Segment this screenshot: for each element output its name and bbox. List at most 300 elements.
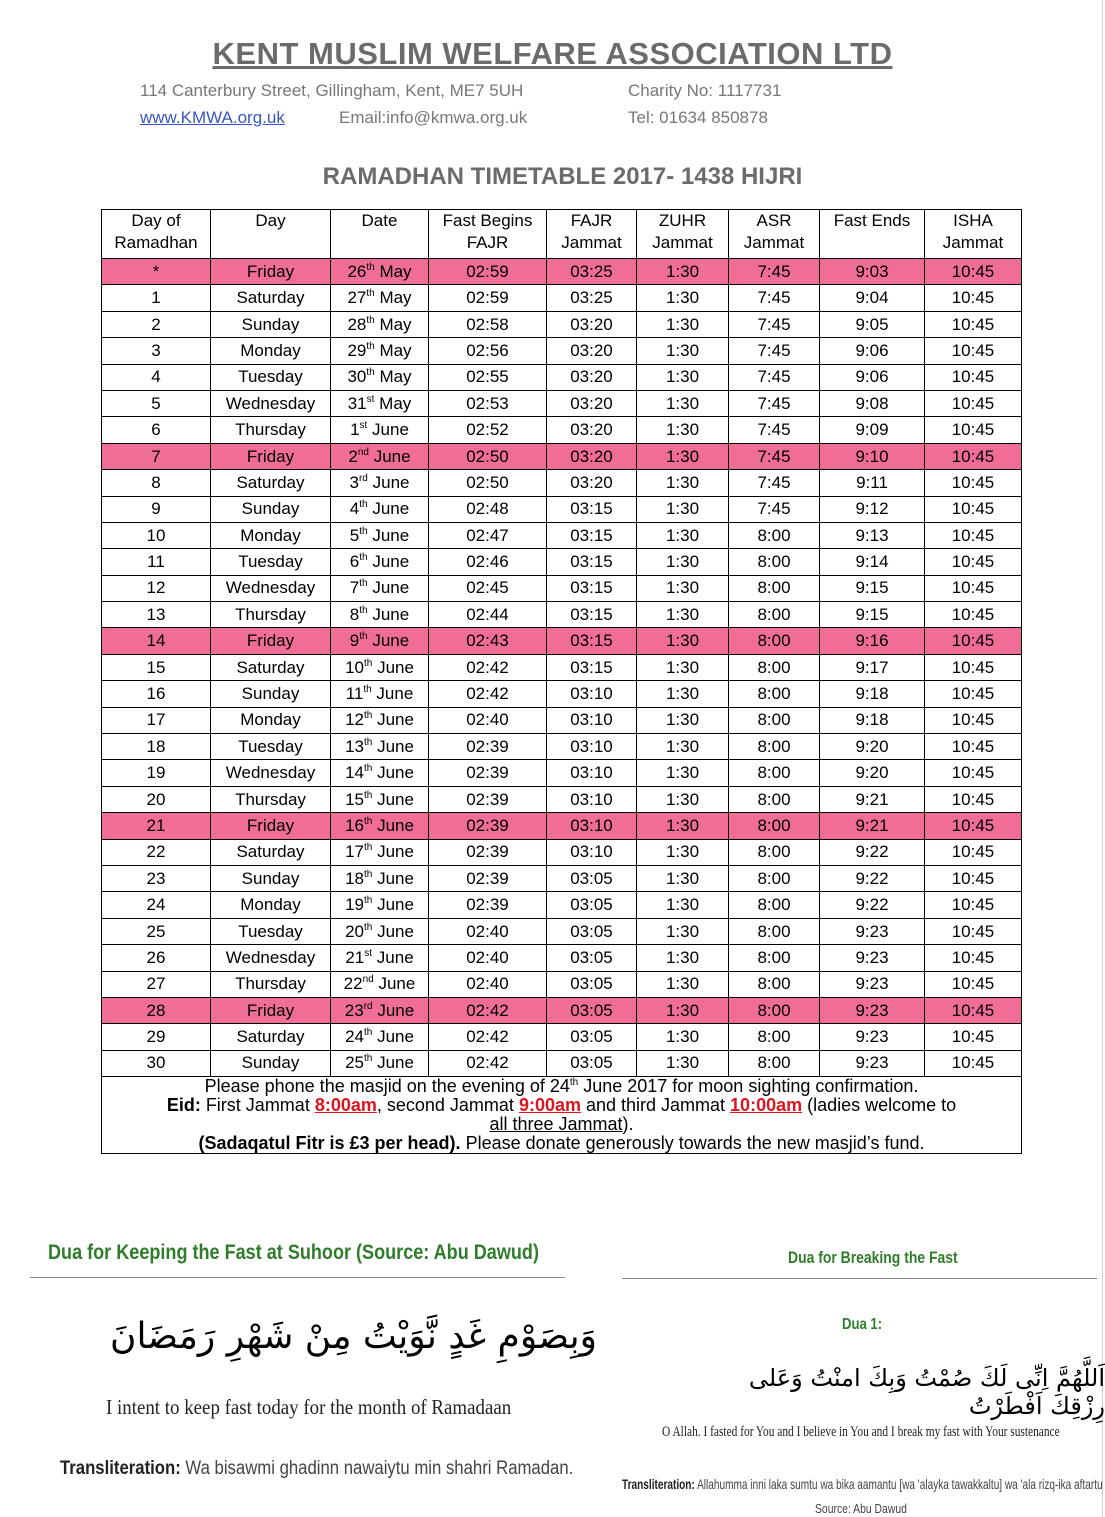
ramadhan-timetable bbox=[101, 209, 1022, 1154]
cell-zuhr-jammat: 1:30 bbox=[637, 522, 729, 548]
cell-isha-jammat: 10:45 bbox=[925, 575, 1022, 601]
cell-asr-jammat: 8:00 bbox=[729, 760, 820, 786]
cell-asr-jammat: 8:00 bbox=[729, 892, 820, 918]
cell-fast-ends: 9:10 bbox=[820, 443, 925, 469]
cell-zuhr-jammat: 1:30 bbox=[637, 707, 729, 733]
cell-fast-begins: 02:42 bbox=[429, 1024, 547, 1050]
cell-zuhr-jammat: 1:30 bbox=[637, 734, 729, 760]
cell-date: 21st June bbox=[331, 945, 429, 971]
table-row bbox=[102, 443, 1022, 469]
cell-zuhr-jammat: 1:30 bbox=[637, 311, 729, 337]
cell-fajr-jammat: 03:10 bbox=[547, 760, 637, 786]
cell-day: Tuesday bbox=[211, 918, 331, 944]
cell-date: 30th May bbox=[331, 364, 429, 390]
cell-day: Sunday bbox=[211, 311, 331, 337]
eid-time-1: 8:00am bbox=[314, 1095, 377, 1115]
cell-date: 8th June bbox=[331, 602, 429, 628]
cell-fast-ends: 9:11 bbox=[820, 470, 925, 496]
cell-fajr-jammat: 03:15 bbox=[547, 602, 637, 628]
cell-fast-begins: 02:47 bbox=[429, 522, 547, 548]
cell-isha-jammat: 10:45 bbox=[925, 918, 1022, 944]
cell-fajr-jammat: 03:05 bbox=[547, 1024, 637, 1050]
cell-day-of-ramadhan: 27 bbox=[102, 971, 211, 997]
cell-fast-begins: 02:46 bbox=[429, 549, 547, 575]
cell-day-of-ramadhan: 28 bbox=[102, 997, 211, 1023]
cell-asr-jammat: 8:00 bbox=[729, 734, 820, 760]
cell-day-of-ramadhan: 21 bbox=[102, 813, 211, 839]
cell-asr-jammat: 8:00 bbox=[729, 654, 820, 680]
cell-zuhr-jammat: 1:30 bbox=[637, 654, 729, 680]
cell-asr-jammat: 7:45 bbox=[729, 259, 820, 285]
cell-isha-jammat: 10:45 bbox=[925, 892, 1022, 918]
cell-asr-jammat: 8:00 bbox=[729, 839, 820, 865]
cell-fast-begins: 02:44 bbox=[429, 602, 547, 628]
cell-fast-begins: 02:45 bbox=[429, 575, 547, 601]
cell-zuhr-jammat: 1:30 bbox=[637, 417, 729, 443]
divider bbox=[30, 1277, 565, 1278]
cell-fajr-jammat: 03:10 bbox=[547, 681, 637, 707]
cell-fajr-jammat: 03:15 bbox=[547, 522, 637, 548]
cell-day: Friday bbox=[211, 443, 331, 469]
cell-fajr-jammat: 03:25 bbox=[547, 259, 637, 285]
dua-breaking-source: Source: Abu Dawud bbox=[815, 1501, 907, 1516]
cell-fast-begins: 02:53 bbox=[429, 390, 547, 416]
cell-day-of-ramadhan: 29 bbox=[102, 1024, 211, 1050]
col-zuhr-jammat: ZUHR Jammat bbox=[637, 210, 729, 259]
cell-day: Wednesday bbox=[211, 390, 331, 416]
col-date: Date bbox=[331, 210, 429, 259]
table-row bbox=[102, 971, 1022, 997]
cell-fast-ends: 9:17 bbox=[820, 654, 925, 680]
cell-fajr-jammat: 03:05 bbox=[547, 945, 637, 971]
telephone: Tel: 01634 850878 bbox=[628, 108, 768, 127]
cell-fast-ends: 9:18 bbox=[820, 681, 925, 707]
dua-suhoor-title: Dua for Keeping the Fast at Suhoor (Source: Abu Dawud) bbox=[48, 1241, 539, 1264]
address: 114 Canterbury Street, Gillingham, Kent, ME7 5UH bbox=[140, 81, 524, 100]
cell-fast-ends: 9:13 bbox=[820, 522, 925, 548]
col-isha-jammat: ISHA Jammat bbox=[925, 210, 1022, 259]
cell-asr-jammat: 7:45 bbox=[729, 470, 820, 496]
charity-number: Charity No: 1117731 bbox=[628, 81, 782, 100]
cell-day: Monday bbox=[211, 338, 331, 364]
cell-isha-jammat: 10:45 bbox=[925, 470, 1022, 496]
dua-suhoor-transliteration: Transliteration: Wa bisawmi ghadinn nawaiytu min shahri Ramadan. bbox=[60, 1458, 574, 1479]
dua-breaking-title: Dua for Breaking the Fast bbox=[788, 1248, 958, 1267]
cell-day-of-ramadhan: 9 bbox=[102, 496, 211, 522]
table-row bbox=[102, 259, 1022, 285]
cell-fast-begins: 02:39 bbox=[429, 734, 547, 760]
cell-fast-ends: 9:16 bbox=[820, 628, 925, 654]
cell-day-of-ramadhan: 2 bbox=[102, 311, 211, 337]
table-row bbox=[102, 760, 1022, 786]
cell-day-of-ramadhan: 6 bbox=[102, 417, 211, 443]
cell-date: 6th June bbox=[331, 549, 429, 575]
cell-fast-ends: 9:21 bbox=[820, 813, 925, 839]
cell-fast-begins: 02:43 bbox=[429, 628, 547, 654]
email: Email:info@kmwa.org.uk bbox=[339, 108, 528, 127]
cell-fast-ends: 9:03 bbox=[820, 259, 925, 285]
table-row bbox=[102, 338, 1022, 364]
col-day-of-ramadhan: Day of Ramadhan bbox=[102, 210, 211, 259]
cell-day-of-ramadhan: 8 bbox=[102, 470, 211, 496]
cell-isha-jammat: 10:45 bbox=[925, 496, 1022, 522]
cell-day: Friday bbox=[211, 997, 331, 1023]
cell-isha-jammat: 10:45 bbox=[925, 865, 1022, 891]
cell-fast-begins: 02:39 bbox=[429, 892, 547, 918]
cell-fajr-jammat: 03:20 bbox=[547, 417, 637, 443]
cell-isha-jammat: 10:45 bbox=[925, 813, 1022, 839]
cell-fajr-jammat: 03:10 bbox=[547, 734, 637, 760]
cell-day: Wednesday bbox=[211, 575, 331, 601]
cell-date: 10th June bbox=[331, 654, 429, 680]
cell-date: 19th June bbox=[331, 892, 429, 918]
table-row bbox=[102, 549, 1022, 575]
cell-asr-jammat: 7:45 bbox=[729, 364, 820, 390]
cell-isha-jammat: 10:45 bbox=[925, 681, 1022, 707]
cell-fast-ends: 9:04 bbox=[820, 285, 925, 311]
cell-day-of-ramadhan: 12 bbox=[102, 575, 211, 601]
cell-day: Sunday bbox=[211, 496, 331, 522]
cell-date: 24th June bbox=[331, 1024, 429, 1050]
cell-asr-jammat: 8:00 bbox=[729, 997, 820, 1023]
cell-fast-begins: 02:40 bbox=[429, 945, 547, 971]
cell-day: Monday bbox=[211, 892, 331, 918]
cell-fajr-jammat: 03:20 bbox=[547, 390, 637, 416]
cell-day-of-ramadhan: 22 bbox=[102, 839, 211, 865]
cell-fajr-jammat: 03:10 bbox=[547, 786, 637, 812]
table-row bbox=[102, 997, 1022, 1023]
cell-date: 29th May bbox=[331, 338, 429, 364]
cell-day: Thursday bbox=[211, 417, 331, 443]
cell-date: 31st May bbox=[331, 390, 429, 416]
cell-asr-jammat: 8:00 bbox=[729, 971, 820, 997]
timetable-title: RAMADHAN TIMETABLE 2017- 1438 HIJRI bbox=[322, 163, 803, 190]
cell-isha-jammat: 10:45 bbox=[925, 786, 1022, 812]
table-row bbox=[102, 628, 1022, 654]
cell-fast-begins: 02:42 bbox=[429, 1050, 547, 1076]
cell-fajr-jammat: 03:10 bbox=[547, 707, 637, 733]
cell-zuhr-jammat: 1:30 bbox=[637, 786, 729, 812]
cell-fast-ends: 9:09 bbox=[820, 417, 925, 443]
cell-day: Friday bbox=[211, 813, 331, 839]
website-link[interactable]: www.KMWA.org.uk bbox=[140, 108, 285, 127]
cell-zuhr-jammat: 1:30 bbox=[637, 971, 729, 997]
cell-date: 14th June bbox=[331, 760, 429, 786]
cell-asr-jammat: 7:45 bbox=[729, 390, 820, 416]
col-day: Day bbox=[211, 210, 331, 259]
sadaqa-note: (Sadaqatul Fitr is £3 per head). Please donate generously towards the new masjid’s fund. bbox=[198, 1132, 925, 1153]
table-row bbox=[102, 470, 1022, 496]
cell-fast-begins: 02:50 bbox=[429, 443, 547, 469]
cell-isha-jammat: 10:45 bbox=[925, 285, 1022, 311]
cell-fast-ends: 9:22 bbox=[820, 892, 925, 918]
table-row bbox=[102, 707, 1022, 733]
cell-fast-ends: 9:20 bbox=[820, 760, 925, 786]
table-row bbox=[102, 918, 1022, 944]
cell-day-of-ramadhan: 18 bbox=[102, 734, 211, 760]
cell-fajr-jammat: 03:15 bbox=[547, 549, 637, 575]
cell-day-of-ramadhan: 20 bbox=[102, 786, 211, 812]
cell-asr-jammat: 8:00 bbox=[729, 522, 820, 548]
cell-fast-ends: 9:22 bbox=[820, 865, 925, 891]
cell-fast-begins: 02:40 bbox=[429, 918, 547, 944]
cell-fast-ends: 9:05 bbox=[820, 311, 925, 337]
cell-day-of-ramadhan: 30 bbox=[102, 1050, 211, 1076]
cell-date: 7th June bbox=[331, 575, 429, 601]
cell-date: 23rd June bbox=[331, 997, 429, 1023]
cell-day: Thursday bbox=[211, 786, 331, 812]
cell-day: Tuesday bbox=[211, 364, 331, 390]
cell-fast-begins: 02:59 bbox=[429, 259, 547, 285]
eid-time-2: 9:00am bbox=[518, 1095, 581, 1115]
cell-asr-jammat: 8:00 bbox=[729, 865, 820, 891]
cell-zuhr-jammat: 1:30 bbox=[637, 1024, 729, 1050]
cell-zuhr-jammat: 1:30 bbox=[637, 628, 729, 654]
cell-date: 28th May bbox=[331, 311, 429, 337]
cell-date: 16th June bbox=[331, 813, 429, 839]
cell-day: Saturday bbox=[211, 470, 331, 496]
cell-zuhr-jammat: 1:30 bbox=[637, 470, 729, 496]
cell-zuhr-jammat: 1:30 bbox=[637, 549, 729, 575]
table-row bbox=[102, 839, 1022, 865]
table-row bbox=[102, 813, 1022, 839]
cell-zuhr-jammat: 1:30 bbox=[637, 390, 729, 416]
cell-zuhr-jammat: 1:30 bbox=[637, 760, 729, 786]
cell-day: Sunday bbox=[211, 865, 331, 891]
cell-asr-jammat: 8:00 bbox=[729, 1024, 820, 1050]
cell-date: 27th May bbox=[331, 285, 429, 311]
cell-isha-jammat: 10:45 bbox=[925, 390, 1022, 416]
cell-day: Tuesday bbox=[211, 734, 331, 760]
cell-zuhr-jammat: 1:30 bbox=[637, 259, 729, 285]
dua-breaking-translation: O Allah. I fasted for You and I believe in You and I break my fast with Your sustenance bbox=[662, 1424, 1060, 1440]
cell-fajr-jammat: 03:20 bbox=[547, 364, 637, 390]
cell-fajr-jammat: 03:05 bbox=[547, 918, 637, 944]
table-row bbox=[102, 945, 1022, 971]
cell-asr-jammat: 7:45 bbox=[729, 496, 820, 522]
cell-day-of-ramadhan: 14 bbox=[102, 628, 211, 654]
col-fast-ends: Fast Ends bbox=[820, 210, 925, 259]
cell-day-of-ramadhan: * bbox=[102, 259, 211, 285]
cell-isha-jammat: 10:45 bbox=[925, 760, 1022, 786]
cell-fast-ends: 9:06 bbox=[820, 364, 925, 390]
cell-fast-begins: 02:42 bbox=[429, 681, 547, 707]
cell-day-of-ramadhan: 24 bbox=[102, 892, 211, 918]
cell-fajr-jammat: 03:10 bbox=[547, 813, 637, 839]
cell-day: Sunday bbox=[211, 681, 331, 707]
cell-zuhr-jammat: 1:30 bbox=[637, 681, 729, 707]
cell-fast-begins: 02:39 bbox=[429, 813, 547, 839]
cell-day-of-ramadhan: 17 bbox=[102, 707, 211, 733]
table-row bbox=[102, 786, 1022, 812]
divider bbox=[622, 1278, 1097, 1279]
cell-isha-jammat: 10:45 bbox=[925, 311, 1022, 337]
table-row bbox=[102, 417, 1022, 443]
cell-date: 12th June bbox=[331, 707, 429, 733]
cell-date: 9th June bbox=[331, 628, 429, 654]
table-row bbox=[102, 681, 1022, 707]
cell-zuhr-jammat: 1:30 bbox=[637, 1050, 729, 1076]
cell-fajr-jammat: 03:20 bbox=[547, 311, 637, 337]
table-row bbox=[102, 496, 1022, 522]
cell-fast-ends: 9:18 bbox=[820, 707, 925, 733]
cell-fast-ends: 9:23 bbox=[820, 918, 925, 944]
cell-isha-jammat: 10:45 bbox=[925, 549, 1022, 575]
dua-breaking-arabic: اَللَّهُمَّ اِنِّى لَكَ صُمْتُ وَبِكَ امنْتُ وَعَلى رِزْقِكَ اَفْطَرْتُ bbox=[748, 1364, 1105, 1420]
dua-suhoor-translation: I intent to keep fast today for the month of Ramadaan bbox=[106, 1395, 512, 1419]
table-row bbox=[102, 734, 1022, 760]
table-row bbox=[102, 522, 1022, 548]
cell-fajr-jammat: 03:05 bbox=[547, 997, 637, 1023]
cell-date: 18th June bbox=[331, 865, 429, 891]
cell-fast-begins: 02:39 bbox=[429, 839, 547, 865]
cell-isha-jammat: 10:45 bbox=[925, 417, 1022, 443]
cell-zuhr-jammat: 1:30 bbox=[637, 443, 729, 469]
cell-day: Thursday bbox=[211, 971, 331, 997]
table-row bbox=[102, 390, 1022, 416]
cell-fajr-jammat: 03:20 bbox=[547, 443, 637, 469]
cell-day-of-ramadhan: 19 bbox=[102, 760, 211, 786]
cell-asr-jammat: 8:00 bbox=[729, 1050, 820, 1076]
cell-fast-begins: 02:39 bbox=[429, 865, 547, 891]
cell-isha-jammat: 10:45 bbox=[925, 1050, 1022, 1076]
col-fajr-jammat: FAJR Jammat bbox=[547, 210, 637, 259]
cell-fajr-jammat: 03:15 bbox=[547, 575, 637, 601]
cell-date: 5th June bbox=[331, 522, 429, 548]
table-row bbox=[102, 575, 1022, 601]
cell-date: 11th June bbox=[331, 681, 429, 707]
cell-isha-jammat: 10:45 bbox=[925, 945, 1022, 971]
cell-zuhr-jammat: 1:30 bbox=[637, 364, 729, 390]
cell-asr-jammat: 7:45 bbox=[729, 311, 820, 337]
table-row bbox=[102, 364, 1022, 390]
cell-fast-ends: 9:20 bbox=[820, 734, 925, 760]
cell-zuhr-jammat: 1:30 bbox=[637, 602, 729, 628]
cell-date: 13th June bbox=[331, 734, 429, 760]
cell-day-of-ramadhan: 1 bbox=[102, 285, 211, 311]
cell-asr-jammat: 8:00 bbox=[729, 602, 820, 628]
cell-fast-begins: 02:40 bbox=[429, 707, 547, 733]
cell-fast-begins: 02:52 bbox=[429, 417, 547, 443]
cell-fast-begins: 02:39 bbox=[429, 786, 547, 812]
notes-cell bbox=[102, 1077, 1022, 1154]
cell-fajr-jammat: 03:20 bbox=[547, 470, 637, 496]
cell-day: Friday bbox=[211, 259, 331, 285]
dua-1-label: Dua 1: bbox=[842, 1316, 883, 1333]
cell-zuhr-jammat: 1:30 bbox=[637, 997, 729, 1023]
cell-day: Tuesday bbox=[211, 549, 331, 575]
cell-date: 26th May bbox=[331, 259, 429, 285]
cell-day-of-ramadhan: 26 bbox=[102, 945, 211, 971]
cell-fast-ends: 9:15 bbox=[820, 602, 925, 628]
cell-isha-jammat: 10:45 bbox=[925, 707, 1022, 733]
cell-fajr-jammat: 03:15 bbox=[547, 654, 637, 680]
cell-day: Saturday bbox=[211, 839, 331, 865]
cell-day-of-ramadhan: 15 bbox=[102, 654, 211, 680]
cell-asr-jammat: 8:00 bbox=[729, 918, 820, 944]
cell-asr-jammat: 7:45 bbox=[729, 338, 820, 364]
cell-isha-jammat: 10:45 bbox=[925, 364, 1022, 390]
cell-date: 2nd June bbox=[331, 443, 429, 469]
cell-date: 25th June bbox=[331, 1050, 429, 1076]
cell-zuhr-jammat: 1:30 bbox=[637, 813, 729, 839]
cell-fajr-jammat: 03:05 bbox=[547, 865, 637, 891]
cell-zuhr-jammat: 1:30 bbox=[637, 575, 729, 601]
table-row bbox=[102, 602, 1022, 628]
cell-fast-ends: 9:23 bbox=[820, 1024, 925, 1050]
cell-date: 15th June bbox=[331, 786, 429, 812]
cell-fast-begins: 02:42 bbox=[429, 654, 547, 680]
cell-zuhr-jammat: 1:30 bbox=[637, 945, 729, 971]
cell-fast-ends: 9:23 bbox=[820, 945, 925, 971]
cell-fast-begins: 02:58 bbox=[429, 311, 547, 337]
table-header-row bbox=[102, 210, 1022, 259]
cell-day-of-ramadhan: 10 bbox=[102, 522, 211, 548]
cell-day: Saturday bbox=[211, 285, 331, 311]
cell-fast-ends: 9:06 bbox=[820, 338, 925, 364]
cell-fast-begins: 02:59 bbox=[429, 285, 547, 311]
dua-breaking-transliteration: Transliteration: Allahumma inni laka sumtu wa bika aamantu [wa 'alayka tawakkaltu] wa 'ala rizq-ika aftartu bbox=[622, 1476, 1103, 1492]
cell-asr-jammat: 8:00 bbox=[729, 681, 820, 707]
table-row bbox=[102, 1050, 1022, 1076]
cell-isha-jammat: 10:45 bbox=[925, 602, 1022, 628]
cell-day-of-ramadhan: 3 bbox=[102, 338, 211, 364]
table-row bbox=[102, 285, 1022, 311]
cell-isha-jammat: 10:45 bbox=[925, 443, 1022, 469]
cell-isha-jammat: 10:45 bbox=[925, 654, 1022, 680]
cell-fast-ends: 9:23 bbox=[820, 971, 925, 997]
col-fast-begins: Fast Begins FAJR bbox=[429, 210, 547, 259]
cell-fast-begins: 02:48 bbox=[429, 496, 547, 522]
cell-fajr-jammat: 03:15 bbox=[547, 628, 637, 654]
cell-day-of-ramadhan: 23 bbox=[102, 865, 211, 891]
cell-day: Friday bbox=[211, 628, 331, 654]
cell-zuhr-jammat: 1:30 bbox=[637, 285, 729, 311]
cell-fast-begins: 02:42 bbox=[429, 997, 547, 1023]
cell-zuhr-jammat: 1:30 bbox=[637, 918, 729, 944]
cell-fajr-jammat: 03:10 bbox=[547, 839, 637, 865]
cell-isha-jammat: 10:45 bbox=[925, 338, 1022, 364]
cell-zuhr-jammat: 1:30 bbox=[637, 892, 729, 918]
cell-day: Thursday bbox=[211, 602, 331, 628]
cell-day: Saturday bbox=[211, 654, 331, 680]
cell-fajr-jammat: 03:05 bbox=[547, 971, 637, 997]
cell-fast-ends: 9:22 bbox=[820, 839, 925, 865]
table-row bbox=[102, 311, 1022, 337]
cell-fast-ends: 9:23 bbox=[820, 1050, 925, 1076]
cell-day-of-ramadhan: 4 bbox=[102, 364, 211, 390]
notes-row bbox=[102, 1077, 1022, 1154]
cell-fast-begins: 02:55 bbox=[429, 364, 547, 390]
cell-isha-jammat: 10:45 bbox=[925, 734, 1022, 760]
cell-isha-jammat: 10:45 bbox=[925, 259, 1022, 285]
cell-fast-ends: 9:23 bbox=[820, 997, 925, 1023]
cell-zuhr-jammat: 1:30 bbox=[637, 338, 729, 364]
cell-day: Monday bbox=[211, 707, 331, 733]
cell-asr-jammat: 7:45 bbox=[729, 417, 820, 443]
cell-asr-jammat: 8:00 bbox=[729, 549, 820, 575]
cell-day: Monday bbox=[211, 522, 331, 548]
cell-fast-ends: 9:12 bbox=[820, 496, 925, 522]
cell-fajr-jammat: 03:25 bbox=[547, 285, 637, 311]
cell-fast-ends: 9:15 bbox=[820, 575, 925, 601]
cell-fast-ends: 9:21 bbox=[820, 786, 925, 812]
cell-day-of-ramadhan: 11 bbox=[102, 549, 211, 575]
cell-asr-jammat: 8:00 bbox=[729, 786, 820, 812]
cell-date: 20th June bbox=[331, 918, 429, 944]
cell-fajr-jammat: 03:20 bbox=[547, 338, 637, 364]
cell-date: 22nd June bbox=[331, 971, 429, 997]
